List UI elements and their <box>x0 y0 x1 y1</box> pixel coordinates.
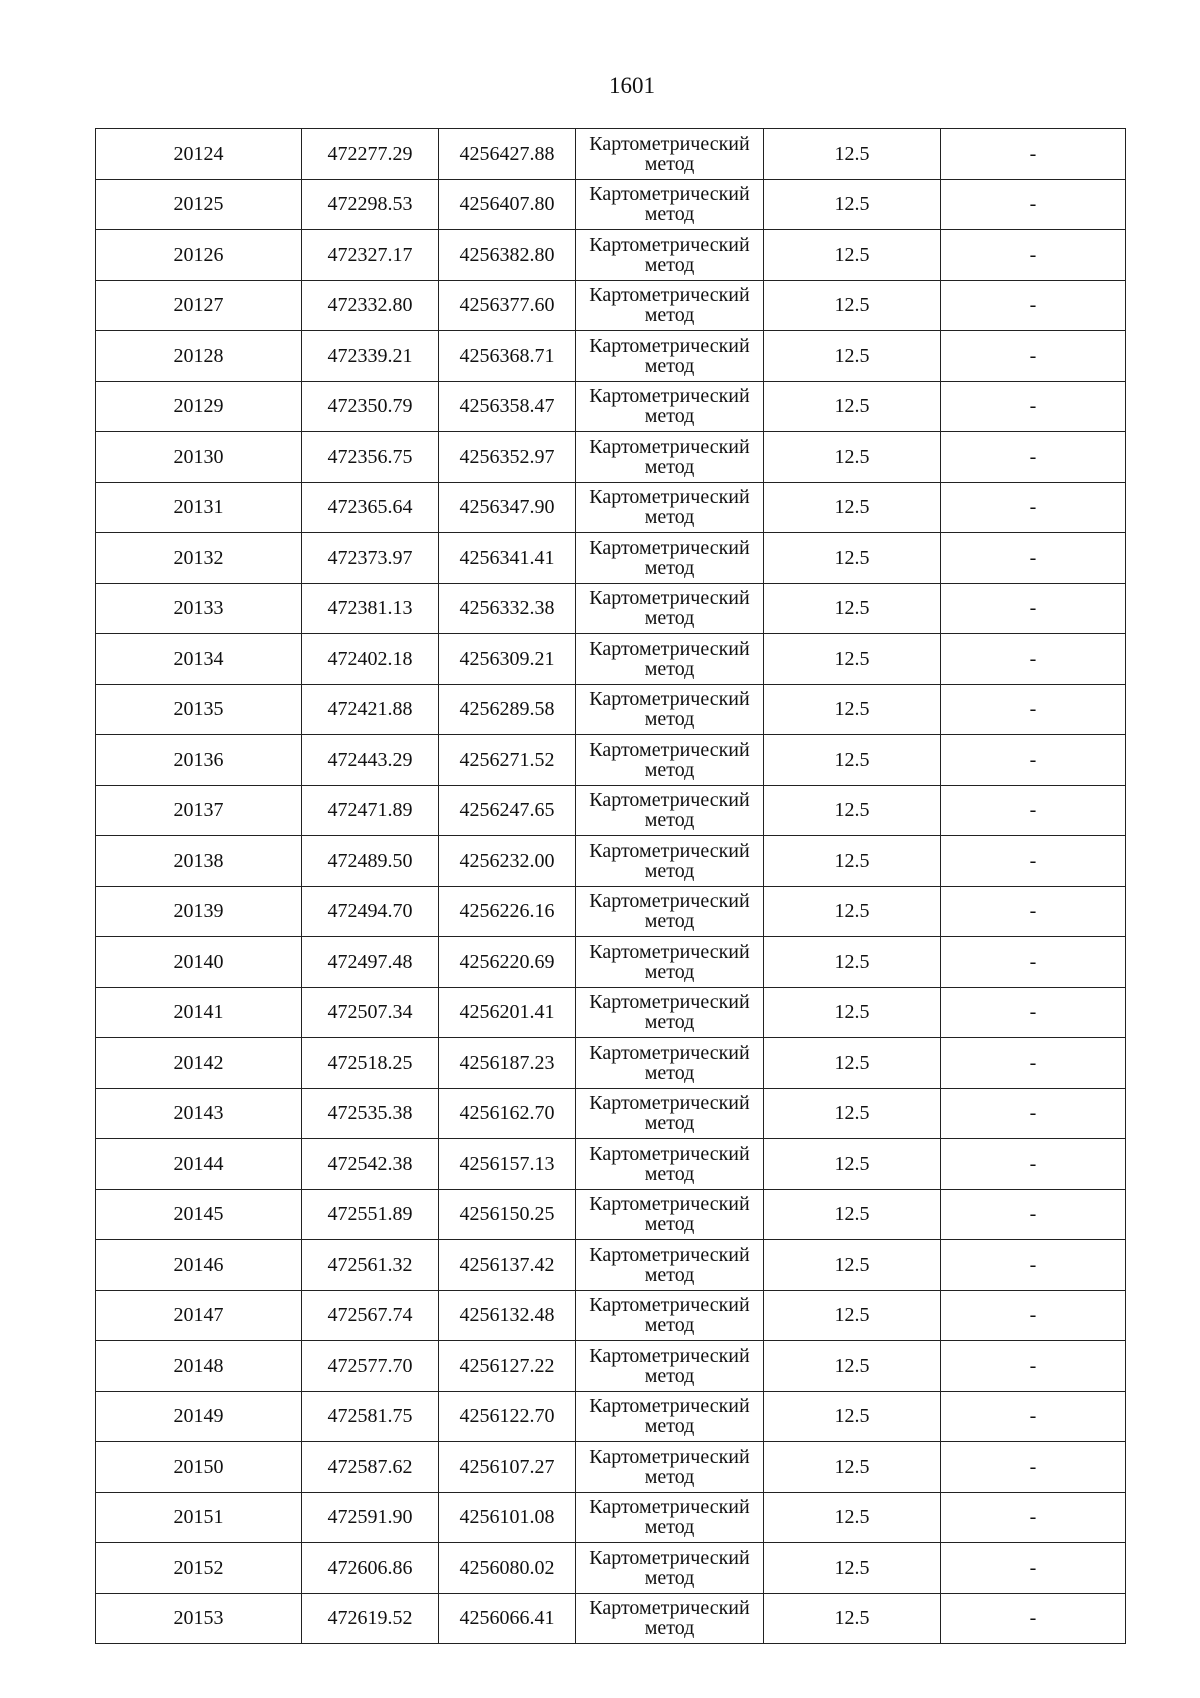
method-cell <box>576 129 764 180</box>
accuracy-cell: 12.5 <box>764 381 941 432</box>
method-line-2: метод <box>644 1566 695 1589</box>
method-line-1: Картометрический <box>589 839 750 862</box>
x-coordinate-cell: 472298.53 <box>302 179 439 230</box>
note-cell: - <box>941 987 1126 1038</box>
method-line-1: Картометрический <box>589 1395 750 1418</box>
point-id-cell: 20132 <box>96 533 302 584</box>
table-row <box>96 785 1126 836</box>
y-coordinate-cell: 4256220.69 <box>439 937 576 988</box>
table-row <box>96 1341 1126 1392</box>
method-line-2: метод <box>644 203 695 226</box>
method-line-1: Картометрический <box>589 385 750 408</box>
table-row <box>96 280 1126 331</box>
method-cell <box>576 1290 764 1341</box>
method-cell <box>576 331 764 382</box>
x-coordinate-cell: 472577.70 <box>302 1341 439 1392</box>
method-line-2: метод <box>644 859 695 882</box>
table-row <box>96 432 1126 483</box>
y-coordinate-cell: 4256382.80 <box>439 230 576 281</box>
y-coordinate-cell: 4256132.48 <box>439 1290 576 1341</box>
method-line-2: метод <box>644 657 695 680</box>
method-cell <box>576 230 764 281</box>
x-coordinate-cell: 472497.48 <box>302 937 439 988</box>
accuracy-cell: 12.5 <box>764 331 941 382</box>
page-number: 1601 <box>609 73 655 98</box>
note-cell: - <box>941 1341 1126 1392</box>
method-cell <box>576 179 764 230</box>
method-cell <box>576 684 764 735</box>
x-coordinate-cell: 472350.79 <box>302 381 439 432</box>
note-cell: - <box>941 1492 1126 1543</box>
note-cell: - <box>941 735 1126 786</box>
note-cell: - <box>941 1088 1126 1139</box>
x-coordinate-cell: 472591.90 <box>302 1492 439 1543</box>
method-line-1: Картометрический <box>589 991 750 1014</box>
method-cell <box>576 785 764 836</box>
method-line-1: Картометрический <box>589 940 750 963</box>
note-cell: - <box>941 432 1126 483</box>
method-cell <box>576 533 764 584</box>
y-coordinate-cell: 4256271.52 <box>439 735 576 786</box>
accuracy-cell: 12.5 <box>764 1088 941 1139</box>
note-cell: - <box>941 684 1126 735</box>
accuracy-cell: 12.5 <box>764 1189 941 1240</box>
x-coordinate-cell: 472561.32 <box>302 1240 439 1291</box>
method-cell <box>576 1038 764 1089</box>
method-line-2: метод <box>644 506 695 529</box>
point-id-cell: 20148 <box>96 1341 302 1392</box>
method-line-1: Картометрический <box>589 890 750 913</box>
note-cell: - <box>941 1038 1126 1089</box>
table-row <box>96 1492 1126 1543</box>
method-line-1: Картометрический <box>589 1092 750 1115</box>
accuracy-cell: 12.5 <box>764 886 941 937</box>
table-row <box>96 482 1126 533</box>
x-coordinate-cell: 472327.17 <box>302 230 439 281</box>
y-coordinate-cell: 4256187.23 <box>439 1038 576 1089</box>
point-id-cell: 20140 <box>96 937 302 988</box>
point-id-cell: 20139 <box>96 886 302 937</box>
method-line-1: Картометрический <box>589 132 750 155</box>
x-coordinate-cell: 472421.88 <box>302 684 439 735</box>
method-cell <box>576 886 764 937</box>
accuracy-cell: 12.5 <box>764 482 941 533</box>
point-id-cell: 20127 <box>96 280 302 331</box>
method-line-1: Картометрический <box>589 1546 750 1569</box>
method-line-1: Картометрический <box>589 1193 750 1216</box>
y-coordinate-cell: 4256080.02 <box>439 1543 576 1594</box>
method-cell <box>576 836 764 887</box>
x-coordinate-cell: 472535.38 <box>302 1088 439 1139</box>
method-line-1: Картометрический <box>589 284 750 307</box>
note-cell: - <box>941 230 1126 281</box>
method-line-2: метод <box>644 1263 695 1286</box>
method-line-1: Картометрический <box>589 1445 750 1468</box>
x-coordinate-cell: 472365.64 <box>302 482 439 533</box>
y-coordinate-cell: 4256201.41 <box>439 987 576 1038</box>
table-row <box>96 1442 1126 1493</box>
point-id-cell: 20135 <box>96 684 302 735</box>
x-coordinate-cell: 472381.13 <box>302 583 439 634</box>
method-line-2: метод <box>644 1162 695 1185</box>
method-line-2: метод <box>644 708 695 731</box>
method-line-1: Картометрический <box>589 233 750 256</box>
table-row <box>96 684 1126 735</box>
point-id-cell: 20143 <box>96 1088 302 1139</box>
accuracy-cell: 12.5 <box>764 1391 941 1442</box>
y-coordinate-cell: 4256107.27 <box>439 1442 576 1493</box>
x-coordinate-cell: 472581.75 <box>302 1391 439 1442</box>
method-line-1: Картометрический <box>589 587 750 610</box>
method-cell <box>576 583 764 634</box>
note-cell: - <box>941 634 1126 685</box>
accuracy-cell: 12.5 <box>764 1341 941 1392</box>
x-coordinate-cell: 472402.18 <box>302 634 439 685</box>
method-cell <box>576 1543 764 1594</box>
note-cell: - <box>941 129 1126 180</box>
point-id-cell: 20152 <box>96 1543 302 1594</box>
method-cell <box>576 1139 764 1190</box>
y-coordinate-cell: 4256347.90 <box>439 482 576 533</box>
y-coordinate-cell: 4256289.58 <box>439 684 576 735</box>
method-cell <box>576 482 764 533</box>
y-coordinate-cell: 4256127.22 <box>439 1341 576 1392</box>
method-line-2: метод <box>644 1061 695 1084</box>
y-coordinate-cell: 4256358.47 <box>439 381 576 432</box>
method-line-1: Картометрический <box>589 1597 750 1620</box>
note-cell: - <box>941 331 1126 382</box>
method-line-1: Картометрический <box>589 1496 750 1519</box>
x-coordinate-cell: 472277.29 <box>302 129 439 180</box>
note-cell: - <box>941 1391 1126 1442</box>
method-cell <box>576 987 764 1038</box>
table-row <box>96 1593 1126 1644</box>
table-row <box>96 987 1126 1038</box>
table-row <box>96 634 1126 685</box>
note-cell: - <box>941 482 1126 533</box>
method-line-1: Картометрический <box>589 334 750 357</box>
method-cell <box>576 1341 764 1392</box>
accuracy-cell: 12.5 <box>764 280 941 331</box>
table-row <box>96 583 1126 634</box>
method-cell <box>576 280 764 331</box>
accuracy-cell: 12.5 <box>764 684 941 735</box>
table-row <box>96 179 1126 230</box>
note-cell: - <box>941 836 1126 887</box>
x-coordinate-cell: 472471.89 <box>302 785 439 836</box>
y-coordinate-cell: 4256332.38 <box>439 583 576 634</box>
x-coordinate-cell: 472494.70 <box>302 886 439 937</box>
point-id-cell: 20153 <box>96 1593 302 1644</box>
x-coordinate-cell: 472356.75 <box>302 432 439 483</box>
point-id-cell: 20138 <box>96 836 302 887</box>
x-coordinate-cell: 472587.62 <box>302 1442 439 1493</box>
x-coordinate-cell: 472542.38 <box>302 1139 439 1190</box>
note-cell: - <box>941 533 1126 584</box>
note-cell: - <box>941 1189 1126 1240</box>
method-line-1: Картометрический <box>589 1344 750 1367</box>
table-row <box>96 836 1126 887</box>
note-cell: - <box>941 1442 1126 1493</box>
y-coordinate-cell: 4256247.65 <box>439 785 576 836</box>
x-coordinate-cell: 472507.34 <box>302 987 439 1038</box>
accuracy-cell: 12.5 <box>764 583 941 634</box>
method-cell <box>576 1189 764 1240</box>
method-cell <box>576 1391 764 1442</box>
point-id-cell: 20149 <box>96 1391 302 1442</box>
table-row <box>96 1290 1126 1341</box>
accuracy-cell: 12.5 <box>764 1038 941 1089</box>
accuracy-cell: 12.5 <box>764 785 941 836</box>
method-line-2: метод <box>644 1112 695 1135</box>
method-line-2: метод <box>644 1213 695 1236</box>
method-cell <box>576 937 764 988</box>
x-coordinate-cell: 472443.29 <box>302 735 439 786</box>
method-cell <box>576 1593 764 1644</box>
method-line-2: метод <box>644 1011 695 1034</box>
method-line-2: метод <box>644 304 695 327</box>
table-row <box>96 230 1126 281</box>
y-coordinate-cell: 4256407.80 <box>439 179 576 230</box>
method-line-2: метод <box>644 1465 695 1488</box>
table-row <box>96 1139 1126 1190</box>
accuracy-cell: 12.5 <box>764 230 941 281</box>
note-cell: - <box>941 1139 1126 1190</box>
method-cell <box>576 735 764 786</box>
method-line-2: метод <box>644 354 695 377</box>
accuracy-cell: 12.5 <box>764 1492 941 1543</box>
x-coordinate-cell: 472551.89 <box>302 1189 439 1240</box>
table-row <box>96 381 1126 432</box>
y-coordinate-cell: 4256101.08 <box>439 1492 576 1543</box>
y-coordinate-cell: 4256150.25 <box>439 1189 576 1240</box>
accuracy-cell: 12.5 <box>764 179 941 230</box>
point-id-cell: 20151 <box>96 1492 302 1543</box>
point-id-cell: 20137 <box>96 785 302 836</box>
table-row <box>96 1543 1126 1594</box>
method-line-1: Картометрический <box>589 183 750 206</box>
method-cell <box>576 432 764 483</box>
accuracy-cell: 12.5 <box>764 836 941 887</box>
accuracy-cell: 12.5 <box>764 634 941 685</box>
method-line-1: Картометрический <box>589 1142 750 1165</box>
note-cell: - <box>941 583 1126 634</box>
point-id-cell: 20124 <box>96 129 302 180</box>
accuracy-cell: 12.5 <box>764 987 941 1038</box>
method-line-2: метод <box>644 253 695 276</box>
note-cell: - <box>941 937 1126 988</box>
method-line-1: Картометрический <box>589 1243 750 1266</box>
y-coordinate-cell: 4256157.13 <box>439 1139 576 1190</box>
y-coordinate-cell: 4256137.42 <box>439 1240 576 1291</box>
method-line-2: метод <box>644 1617 695 1640</box>
point-id-cell: 20126 <box>96 230 302 281</box>
point-id-cell: 20133 <box>96 583 302 634</box>
y-coordinate-cell: 4256368.71 <box>439 331 576 382</box>
method-line-1: Картометрический <box>589 486 750 509</box>
method-line-1: Картометрический <box>589 536 750 559</box>
method-line-2: метод <box>644 607 695 630</box>
coordinates-table-body <box>96 129 1126 1644</box>
y-coordinate-cell: 4256122.70 <box>439 1391 576 1442</box>
accuracy-cell: 12.5 <box>764 129 941 180</box>
point-id-cell: 20125 <box>96 179 302 230</box>
x-coordinate-cell: 472619.52 <box>302 1593 439 1644</box>
accuracy-cell: 12.5 <box>764 432 941 483</box>
method-cell <box>576 381 764 432</box>
method-cell <box>576 1442 764 1493</box>
table-row <box>96 331 1126 382</box>
x-coordinate-cell: 472332.80 <box>302 280 439 331</box>
note-cell: - <box>941 1290 1126 1341</box>
method-cell <box>576 1240 764 1291</box>
method-line-2: метод <box>644 455 695 478</box>
method-line-2: метод <box>644 758 695 781</box>
y-coordinate-cell: 4256309.21 <box>439 634 576 685</box>
y-coordinate-cell: 4256341.41 <box>439 533 576 584</box>
method-cell <box>576 1492 764 1543</box>
accuracy-cell: 12.5 <box>764 937 941 988</box>
method-line-1: Картометрический <box>589 738 750 761</box>
note-cell: - <box>941 1593 1126 1644</box>
y-coordinate-cell: 4256232.00 <box>439 836 576 887</box>
table-row <box>96 1038 1126 1089</box>
method-line-2: метод <box>644 1364 695 1387</box>
y-coordinate-cell: 4256427.88 <box>439 129 576 180</box>
method-line-2: метод <box>644 960 695 983</box>
point-id-cell: 20128 <box>96 331 302 382</box>
table-row <box>96 129 1126 180</box>
point-id-cell: 20141 <box>96 987 302 1038</box>
point-id-cell: 20129 <box>96 381 302 432</box>
accuracy-cell: 12.5 <box>764 1543 941 1594</box>
note-cell: - <box>941 280 1126 331</box>
table-row <box>96 1189 1126 1240</box>
y-coordinate-cell: 4256066.41 <box>439 1593 576 1644</box>
y-coordinate-cell: 4256352.97 <box>439 432 576 483</box>
note-cell: - <box>941 381 1126 432</box>
point-id-cell: 20145 <box>96 1189 302 1240</box>
accuracy-cell: 12.5 <box>764 1442 941 1493</box>
method-cell <box>576 1088 764 1139</box>
x-coordinate-cell: 472373.97 <box>302 533 439 584</box>
point-id-cell: 20130 <box>96 432 302 483</box>
note-cell: - <box>941 179 1126 230</box>
point-id-cell: 20131 <box>96 482 302 533</box>
method-line-2: метод <box>644 1415 695 1438</box>
method-line-1: Картометрический <box>589 789 750 812</box>
method-line-1: Картометрический <box>589 435 750 458</box>
method-line-1: Картометрический <box>589 1294 750 1317</box>
method-line-2: метод <box>644 910 695 933</box>
point-id-cell: 20142 <box>96 1038 302 1089</box>
x-coordinate-cell: 472567.74 <box>302 1290 439 1341</box>
accuracy-cell: 12.5 <box>764 533 941 584</box>
x-coordinate-cell: 472518.25 <box>302 1038 439 1089</box>
accuracy-cell: 12.5 <box>764 1290 941 1341</box>
y-coordinate-cell: 4256226.16 <box>439 886 576 937</box>
note-cell: - <box>941 1240 1126 1291</box>
table-row <box>96 1088 1126 1139</box>
y-coordinate-cell: 4256377.60 <box>439 280 576 331</box>
method-line-2: метод <box>644 405 695 428</box>
note-cell: - <box>941 1543 1126 1594</box>
table-row <box>96 1240 1126 1291</box>
method-cell <box>576 634 764 685</box>
accuracy-cell: 12.5 <box>764 1139 941 1190</box>
accuracy-cell: 12.5 <box>764 1240 941 1291</box>
accuracy-cell: 12.5 <box>764 735 941 786</box>
point-id-cell: 20134 <box>96 634 302 685</box>
point-id-cell: 20144 <box>96 1139 302 1190</box>
method-line-2: метод <box>644 1516 695 1539</box>
y-coordinate-cell: 4256162.70 <box>439 1088 576 1139</box>
point-id-cell: 20146 <box>96 1240 302 1291</box>
table-row <box>96 937 1126 988</box>
note-cell: - <box>941 886 1126 937</box>
table-row <box>96 886 1126 937</box>
table-row <box>96 735 1126 786</box>
coordinates-table <box>95 128 1126 1644</box>
x-coordinate-cell: 472489.50 <box>302 836 439 887</box>
table-row <box>96 1391 1126 1442</box>
point-id-cell: 20150 <box>96 1442 302 1493</box>
method-line-2: метод <box>644 1314 695 1337</box>
method-line-1: Картометрический <box>589 688 750 711</box>
method-line-1: Картометрический <box>589 1041 750 1064</box>
accuracy-cell: 12.5 <box>764 1593 941 1644</box>
note-cell: - <box>941 785 1126 836</box>
point-id-cell: 20136 <box>96 735 302 786</box>
method-line-1: Картометрический <box>589 637 750 660</box>
method-line-2: метод <box>644 152 695 175</box>
method-line-2: метод <box>644 556 695 579</box>
table-row <box>96 533 1126 584</box>
x-coordinate-cell: 472339.21 <box>302 331 439 382</box>
point-id-cell: 20147 <box>96 1290 302 1341</box>
x-coordinate-cell: 472606.86 <box>302 1543 439 1594</box>
method-line-2: метод <box>644 809 695 832</box>
